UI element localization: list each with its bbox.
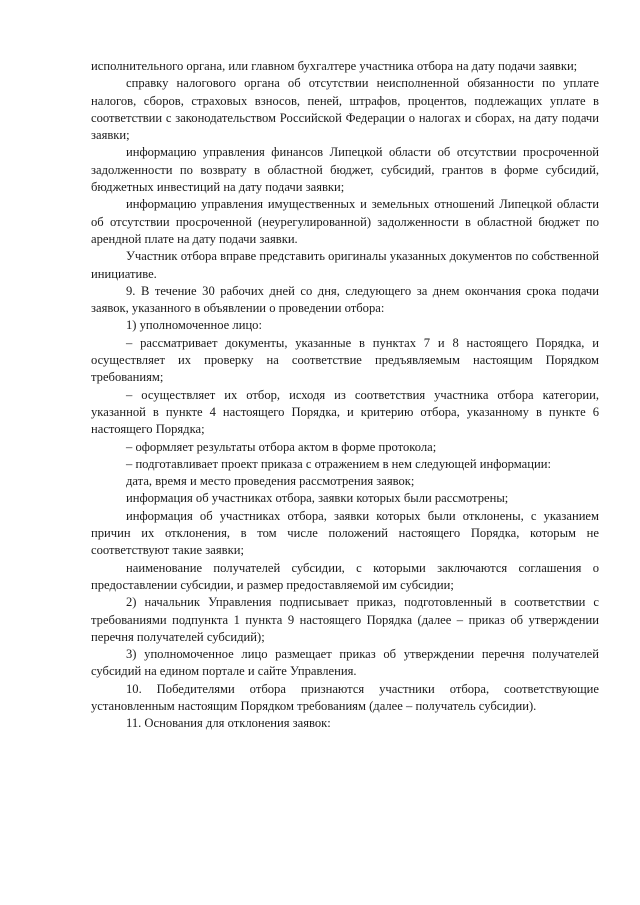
paragraph-dash-selection: – осуществляет их отбор, исходя из соответствия участника отбора категории, указанной в пункте 4 настоящего Порядка, и критерию отбора, указанному в пункте 6 настоящего Порядка;: [91, 387, 599, 437]
paragraph-dash-order: – подготавливает проект приказа с отражением в нем следующей информации:: [126, 456, 551, 471]
paragraph-tax-certificate: справку налогового органа об отсутствии неисполненной обязанности по уплате налогов, сборов, страховых взносов, пеней, штрафов, процентов, подлежащих уплате в соответствии с законодательством Российской Федерации о налогах и сборах, на дату подачи заявки;: [91, 76, 599, 143]
paragraph-finance-info: информацию управления финансов Липецкой области об отсутствии просроченной задолженности по возврату в областной бюджет, субсидий, грантов в форме субсидий, бюджетных инвестиций на дату подачи заявки;: [91, 145, 599, 195]
paragraph-item-9-1: 1) уполномоченное лицо:: [126, 318, 262, 333]
paragraph-reviewed-participants: информация об участниках отбора, заявки которых были рассмотрены;: [126, 491, 509, 506]
paragraph-rejected-participants: информация об участниках отбора, заявки которых были отклонены, с указанием причин их отклонения, в том числе положений настоящего Порядка, которым не соответствуют такие заявки;: [91, 508, 599, 558]
paragraph-item-11: 11. Основания для отклонения заявок:: [126, 716, 331, 731]
paragraph-item-10: 10. Победителями отбора признаются участники отбора, соответствующие установленным настоящим Порядком требованиям (далее – получатель субсидии).: [91, 681, 599, 713]
paragraph-dash-review: – рассматривает документы, указанные в пунктах 7 и 8 настоящего Порядка, и осуществляет их проверку на соответствие предъявляемым настоящим Порядком требованиям;: [91, 335, 599, 385]
paragraph-continuation: исполнительного органа, или главном бухгалтере участника отбора на дату подачи заявки;: [91, 59, 578, 73]
paragraph-property-info: информацию управления имущественных и земельных отношений Липецкой области об отсутствии просроченной (неурегулированной) задолженности в областной бюджет по арендной плате на дату подачи заявки.: [91, 197, 599, 246]
paragraph-dash-protocol: – оформляет результаты отбора актом в форме протокола;: [126, 439, 437, 454]
document-page: [91, 58, 599, 733]
paragraph-originals: Участник отбора вправе представить оригиналы указанных документов по собственной инициативе.: [91, 249, 599, 281]
paragraph-item-9-2: 2) начальник Управления подписывает приказ, подготовленный в соответствии с требованиями подпункта 1 пункта 9 настоящего Порядка (далее – приказ об утверждении перечня получателей субсидий);: [91, 595, 599, 644]
paragraph-date-time-place: дата, время и место проведения рассмотрения заявок;: [126, 474, 415, 489]
paragraph-item-9: 9. В течение 30 рабочих дней со дня, следующего за днем окончания срока подачи заявок, указанного в объявлении о проведении отбора:: [91, 283, 599, 316]
paragraph-recipients: наименование получателей субсидии, с которыми заключаются соглашения о предоставлении субсидии, и размер предоставляемой им субсидии;: [91, 560, 599, 592]
paragraph-item-9-3: 3) уполномоченное лицо размещает приказ об утверждении перечня получателей субсидий на едином портале и сайте Управления.: [91, 647, 599, 679]
